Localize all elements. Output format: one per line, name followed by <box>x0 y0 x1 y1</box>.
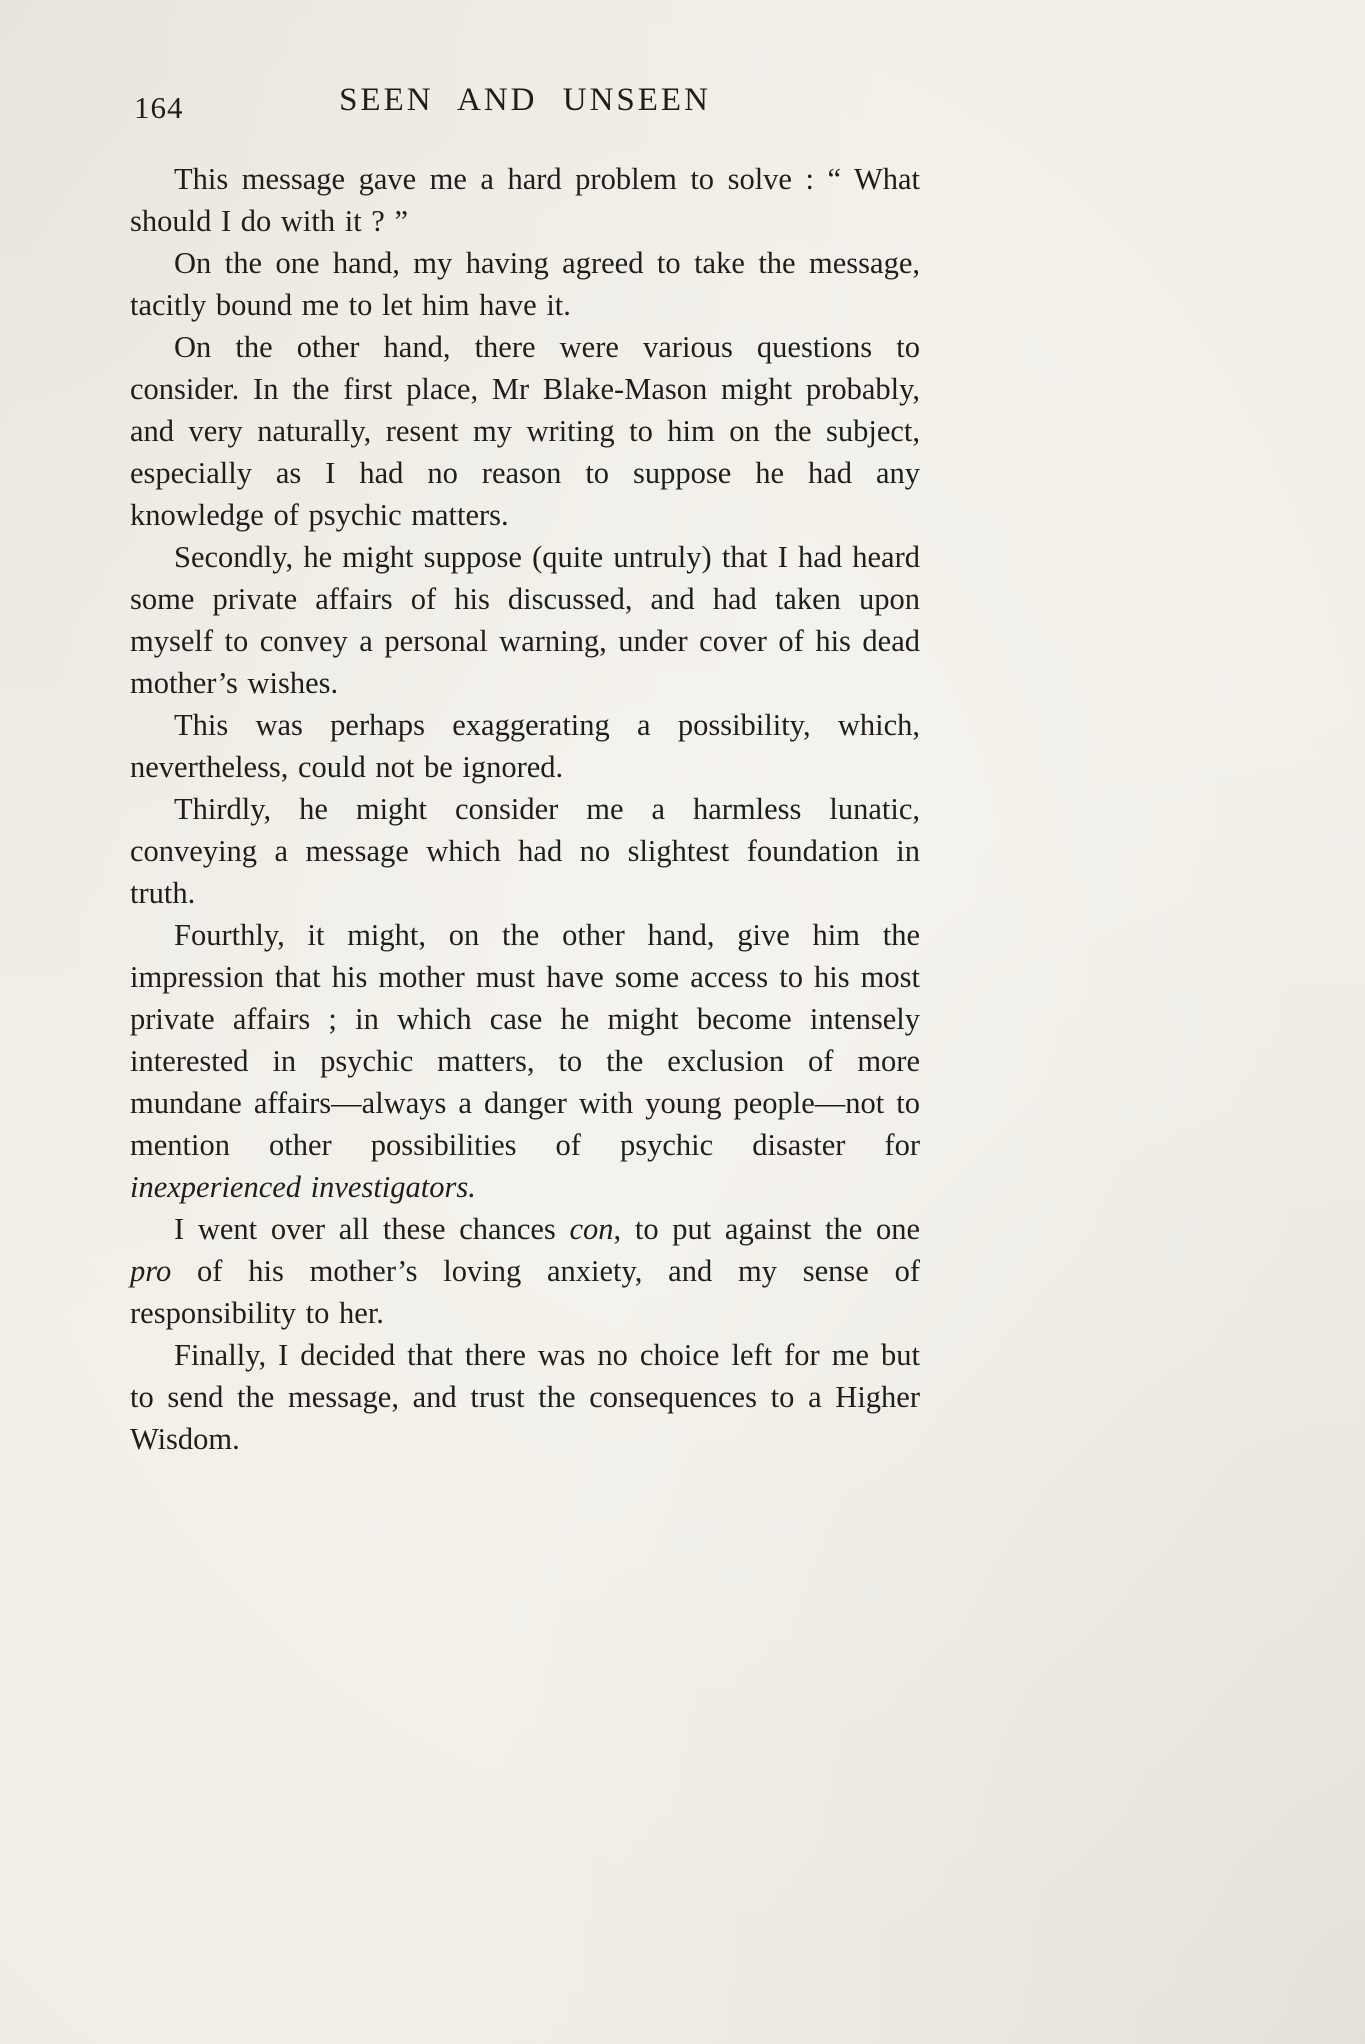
text-segment: Finally, I decided that there was no choice left for me but to send the message, and trust the consequences to a Higher Wisdom. <box>130 1338 920 1456</box>
text-segment: , to put against the one <box>613 1212 921 1246</box>
page-body <box>130 158 920 1460</box>
paragraph <box>130 536 920 704</box>
italic-text-segment: pro <box>130 1254 172 1288</box>
text-segment: I went over all these chances <box>174 1212 570 1246</box>
text-segment: On the other hand, there were various questions to consider. In the first place, Mr Blake-Mason might probably, and very naturally, resent my writing to him on the subject, especially as I had no reason to suppose he had any knowledge of psychic matters. <box>130 330 920 532</box>
paragraph <box>130 914 920 1208</box>
text-segment: Fourthly, it might, on the other hand, give him the impression that his mother must have some access to his most private affairs ; in which case he might become intensely interested in psychic matters, to the exclusion of more mundane affairs—always a danger with young people—not to mention other possibilities of psychic disaster for <box>130 918 920 1162</box>
text-segment: On the one hand, my having agreed to take the message, tacitly bound me to let him have it. <box>130 246 920 322</box>
paragraph <box>130 1334 920 1460</box>
text-segment: This was perhaps exaggerating a possibility, which, nevertheless, could not be ignored. <box>130 708 920 784</box>
text-segment: Secondly, he might suppose (quite untruly) that I had heard some private affairs of his discussed, and had taken upon myself to convey a personal warning, under cover of his dead mother’s wishes. <box>130 540 920 700</box>
text-segment: Thirdly, he might consider me a harmless lunatic, conveying a message which had no slightest foundation in truth. <box>130 792 920 910</box>
text-segment: This message gave me a hard problem to solve : “ What should I do with it ? ” <box>130 162 920 238</box>
running-title: SEEN AND UNSEEN <box>339 82 711 118</box>
paragraph <box>130 158 920 242</box>
paragraph <box>130 704 920 788</box>
italic-text-segment: inexperienced investigators. <box>130 1170 476 1204</box>
text-column <box>130 78 920 1460</box>
paragraph <box>130 1208 920 1334</box>
paragraph <box>130 326 920 536</box>
page-number: 164 <box>134 90 184 125</box>
paragraph <box>130 788 920 914</box>
paragraph <box>130 242 920 326</box>
page-header <box>130 78 920 136</box>
italic-text-segment: con <box>569 1212 614 1246</box>
text-segment: of his mother’s loving anxiety, and my sense of responsibility to her. <box>130 1254 920 1330</box>
